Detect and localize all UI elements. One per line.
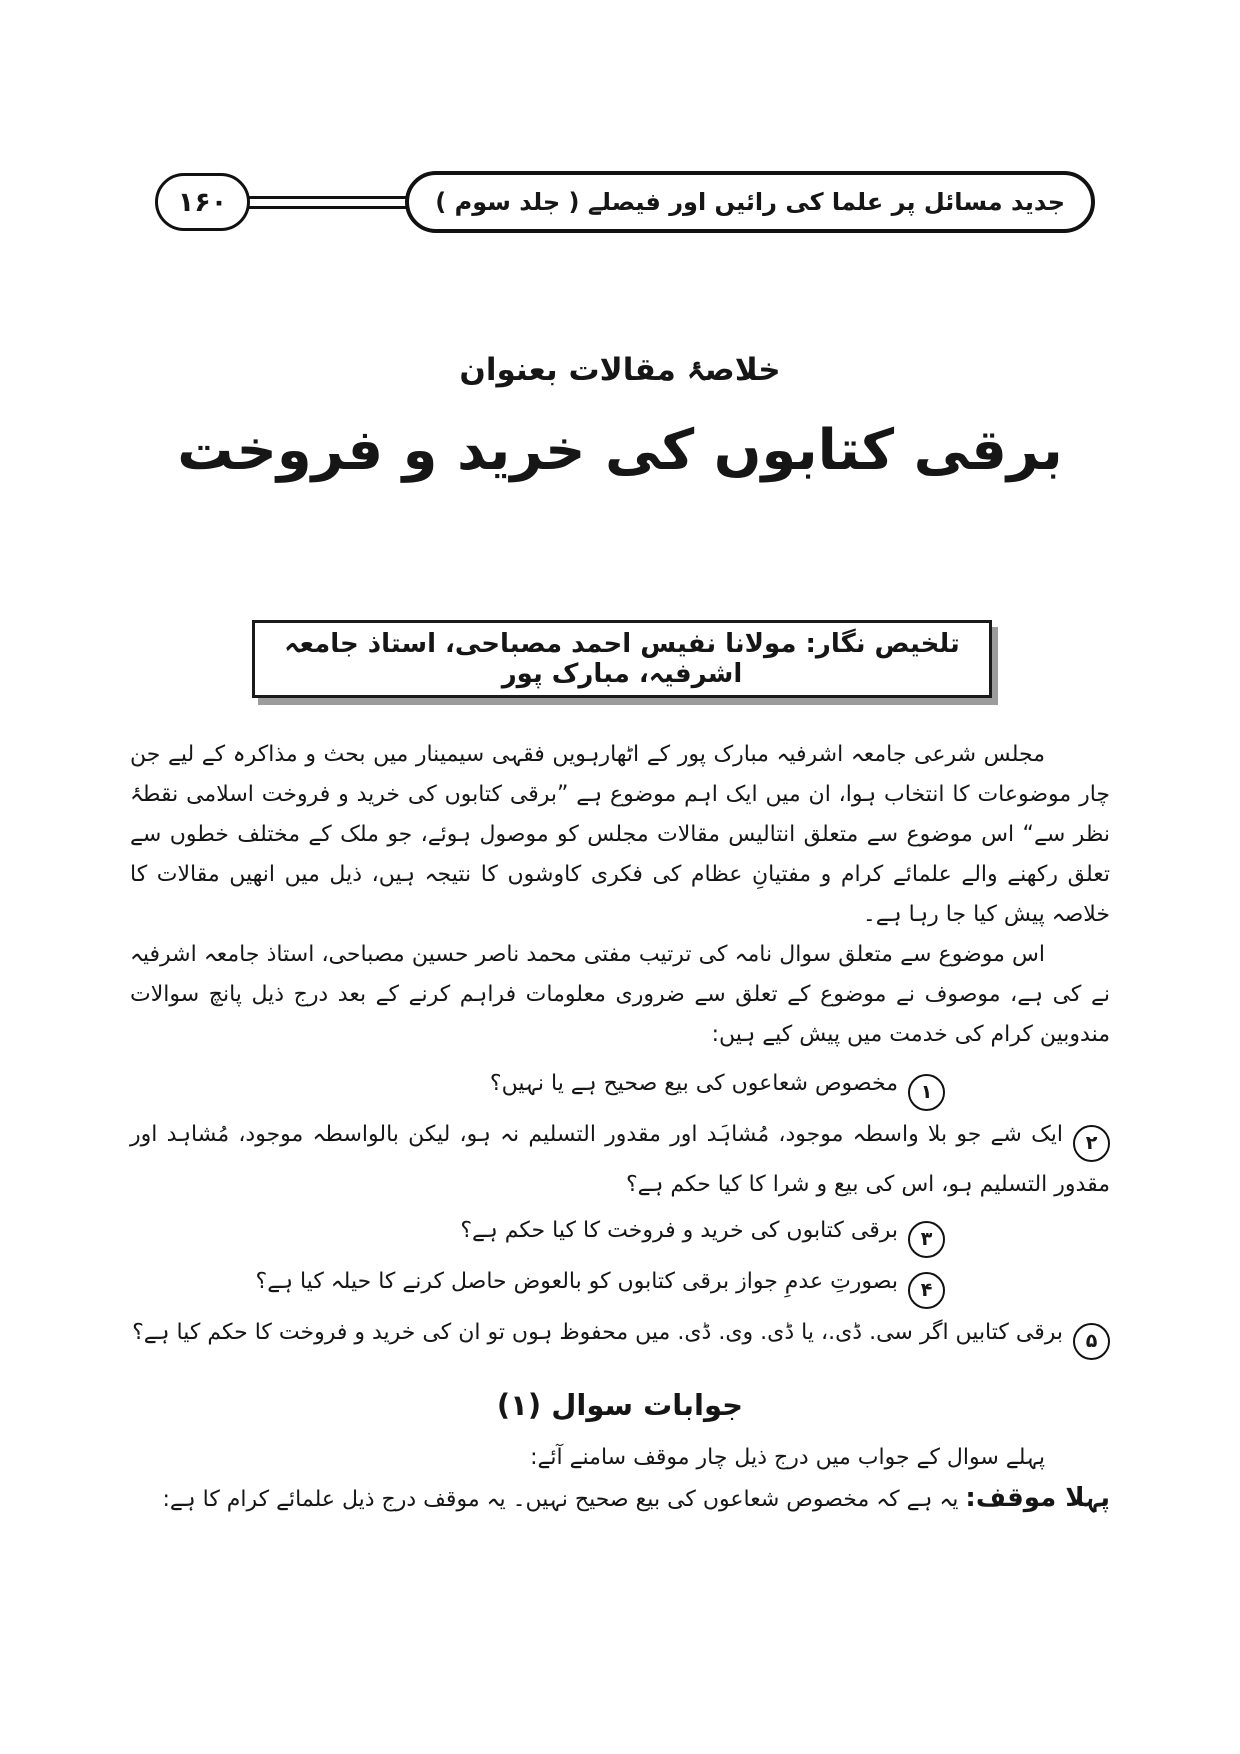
question-list — [130, 1061, 1110, 1360]
answer-intro: پہلے سوال کے جواب میں درج ذیل چار موقف سامنے آئے: — [530, 1445, 1045, 1470]
question-item-1 — [130, 1061, 1110, 1111]
first-position-line — [130, 1478, 1110, 1520]
question-number-badge: ۱ — [908, 1074, 945, 1111]
author-box-text: تلخیص نگار: مولانا نفیس احمد مصباحی، استاذ جامعہ اشرفیہ، مبارک پور — [284, 629, 960, 689]
page-title: برقی کتابوں کی خرید و فروخت — [177, 418, 1063, 483]
book-title-badge — [405, 171, 1095, 233]
answers-section-heading: جوابات سوال (۱) — [496, 1388, 744, 1422]
question-item-2 — [130, 1112, 1110, 1207]
page-number: ۱۶۰ — [177, 186, 228, 218]
body-content — [130, 735, 1110, 1520]
question-text: ایک شے جو بلا واسطہ موجود، مُشاہَد اور مقدور التسلیم نہ ہو، لیکن بالواسطہ موجود، مُشاہد اور مقدور التسلیم ہو، اس کی بیع و شرا کا کیا حکم ہے؟ — [130, 1122, 1110, 1197]
first-position-label: پہلا موقف: — [965, 1483, 1110, 1513]
page-header — [155, 168, 1095, 236]
question-number-badge: ۳ — [908, 1221, 945, 1258]
first-position-text: یہ ہے کہ مخصوص شعاعوں کی بیع صحیح نہیں۔ یہ موقف درج ذیل علمائے کرام کا ہے: — [162, 1487, 966, 1512]
question-text: برقی کتابوں کی خرید و فروخت کا کیا حکم ہے؟ — [460, 1218, 898, 1243]
page-number-badge — [155, 173, 250, 231]
question-text: برقی کتابیں اگر سی. ڈی.، یا ڈی. وی. ڈی. میں محفوظ ہوں تو ان کی خرید و فروخت کا حکم کیا ہے؟ — [132, 1320, 1063, 1345]
body-paragraph-1: مجلس شرعی جامعہ اشرفیہ مبارک پور کے اٹھارہویں فقہی سیمینار میں بحث و مذاکرہ کے لیے جن چار موضوعات کا انتخاب ہوا، ان میں ایک اہم موضوع ہے ”برقی کتابوں کی خرید و فروخت اسلامی نقطۂ نظر سے“ اس موضوع سے متعلق انتالیس مقالات مجلس کو موصول ہوئے، جو ملک کے مختلف خطوں سے تعلق رکھنے والے علمائے کرام و مفتیانِ عظام کی فکری کاوشوں کا نتیجہ ہیں، ذیل میں انھیں مقالات کا خلاصہ پیش کیا جا رہا ہے۔ — [130, 742, 1110, 927]
question-item-3 — [130, 1208, 1110, 1258]
question-number-badge: ۵ — [1073, 1323, 1110, 1360]
question-item-5 — [130, 1310, 1110, 1360]
question-number-badge: ۴ — [908, 1272, 945, 1309]
header-double-rule — [242, 196, 413, 209]
question-text: مخصوص شعاعوں کی بیع صحیح ہے یا نہیں؟ — [489, 1071, 898, 1096]
question-number-badge: ۲ — [1073, 1125, 1110, 1162]
body-paragraph-2: اس موضوع سے متعلق سوال نامہ کی ترتیب مفتی محمد ناصر حسین مصباحی، استاذ جامعہ اشرفیہ نے کی ہے، موصوف نے موضوع کے تعلق سے ضروری معلومات فراہم کرنے کے بعد درج ذیل پانچ سوالات مندوبین کرام کی خدمت میں پیش کیے ہیں: — [130, 942, 1110, 1047]
question-item-4 — [130, 1259, 1110, 1309]
book-title: جدید مسائل پر علما کی رائیں اور فیصلے ( جلد سوم ) — [435, 188, 1065, 216]
question-text: بصورتِ عدمِ جواز برقی کتابوں کو بالعوض حاصل کرنے کا حیلہ کیا ہے؟ — [255, 1269, 898, 1294]
author-box — [252, 620, 992, 698]
kicker-title: خلاصۂ مقالات بعنوان — [459, 352, 781, 388]
